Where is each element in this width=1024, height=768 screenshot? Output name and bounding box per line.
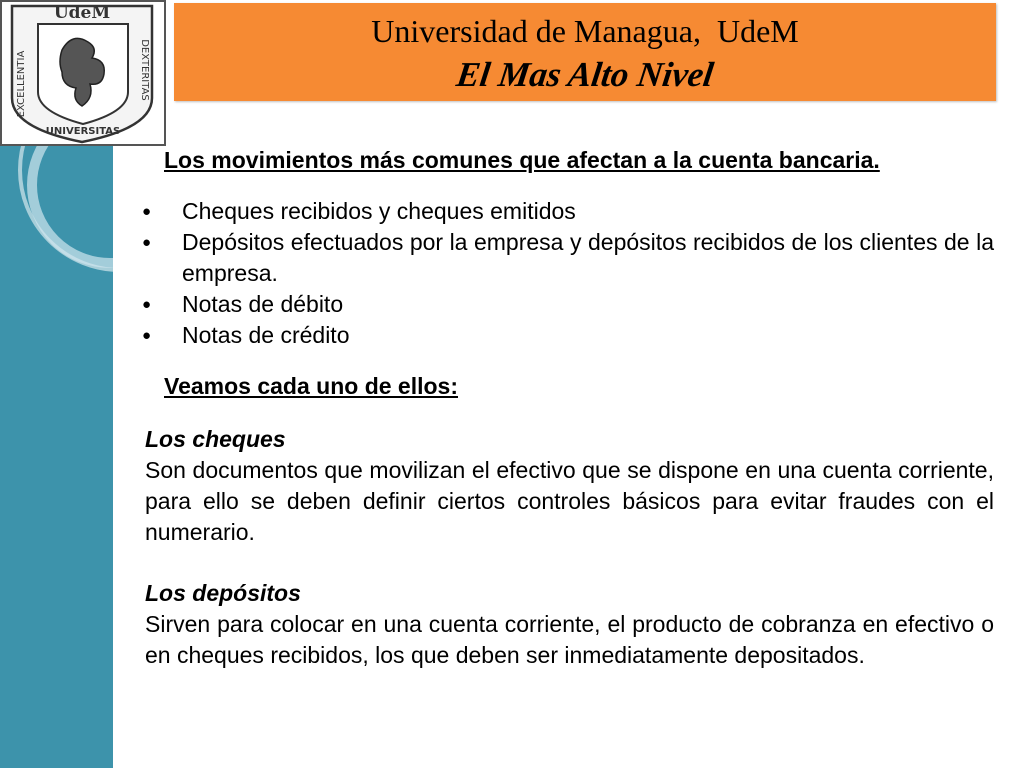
cheques-title: Los cheques [145, 426, 286, 452]
svg-text:UNIVERSITAS: UNIVERSITAS [45, 126, 121, 137]
bullet-list [142, 196, 994, 351]
bullet-icon: ● [142, 296, 152, 313]
svg-text:UdeM: UdeM [53, 3, 111, 23]
subheading: Veamos cada uno de ellos: [164, 373, 458, 399]
university-motto: El Mas Alto Nivel [454, 55, 716, 94]
page-title: Universidad de Managua, UdeM [371, 13, 799, 49]
bullet-icon: ● [142, 234, 152, 251]
bullet-item: ● Depósitos efectuados por la empresa y depósitos recibidos de los clientes de la empresa. [142, 229, 994, 286]
bullet-item: ● Notas de crédito [145, 320, 994, 351]
bullet-item: ● Cheques recibidos y cheques emitidos [145, 196, 994, 227]
svg-text:DEXTERITAS: DEXTERITAS [139, 39, 150, 101]
header-banner [174, 3, 996, 101]
depositos-title: Los depósitos [145, 580, 301, 606]
bullet-icon: ● [142, 327, 152, 344]
bullet-item: ● Notas de débito [145, 289, 994, 320]
slide-content [142, 145, 994, 671]
bullet-icon: ● [142, 203, 152, 220]
cheques-body: Son documentos que movilizan el efectivo que se dispone en una cuenta corriente, para ello se deben definir ciertos controles básicos para evitar fraudes con el numerario. [145, 457, 994, 545]
university-logo [0, 0, 166, 146]
section-heading: Los movimientos más comunes que afectan a la cuenta bancaria. [164, 147, 880, 173]
svg-text:EXCELLENTIA: EXCELLENTIA [16, 50, 27, 118]
depositos-body: Sirven para colocar en una cuenta corriente, el producto de cobranza en efectivo o en cheques recibidos, los que deben ser inmediatamente depositados. [145, 611, 994, 668]
